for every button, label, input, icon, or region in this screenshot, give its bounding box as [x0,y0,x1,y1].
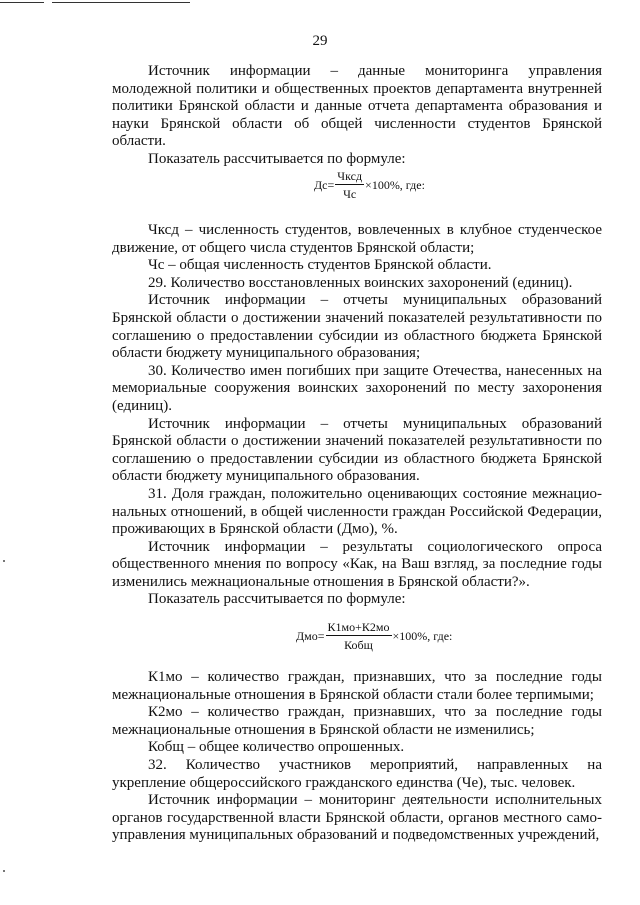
paragraph: Показатель рассчитывается по формуле: [148,150,406,167]
formula-numerator: Чксд [337,169,363,183]
formula-denominator: Кобщ [344,638,373,652]
paragraph: 29. Количество восстановленных воинских захоронений (единиц). [148,274,573,291]
scan-speck [3,560,5,562]
paragraph: Источник информации – мониторинг деятельности исполнительных органов государственной власти Брянской области, органов местного самоуправления муниципальных образований и подведомственных учреждений, [112,792,602,844]
formula-fraction [326,621,392,651]
paragraph: Кобщ – общее количество опрошенных. [148,739,405,756]
paragraph: 30. Количество имен погибших при защите Отечества, нанесенных на мемориальные сооружения воинских захоронений по месту захоронения (единиц). [112,362,602,414]
paragraph: Источник информации – результаты социологического опроса общественного мнения по вопросу «Как, на Ваш взгляд, за последние годы изменились межнациональные отношения в Брянской области?». [112,538,602,590]
paragraph: Чс – общая численность студентов Брянской области. [148,257,492,274]
text-block-intro [112,63,602,169]
paragraph: К2мо – количество граждан, признавших, что за последние годы межнациональные отношения в Брянской области не изменились; [112,704,602,738]
formula-lhs: Дмо= [296,629,325,643]
formula-denominator: Чс [343,187,357,201]
paragraph: Источник информации – отчеты муниципальных образований Брянской области о достижении значений показателей результативности по соглашению о предоставлении субсидии из областного бюджета Брянской области бюджету муниципального образования. [112,415,602,485]
text-block-definitions [112,669,602,845]
paragraph: Источник информации – отчеты муниципальных образований Брянской области о достижении значений показателей результативности по соглашению о предоставлении субсидии из областного бюджета Брянской области бюджету муниципального образования; [112,292,602,362]
formula-ds [314,170,425,200]
paragraph: Источник информации – данные мониторинга управления молодежной политики и общественных проектов департамента внутренней политики Брянской области и данные отчета департамента образования и науки Брянской области об общей численности студентов Брянской области. [112,63,602,150]
scan-edge-line [52,2,190,3]
paragraph: К1мо – количество граждан, признавших, что за последние годы межнациональные отношения в Брянской области стали более терпимыми; [112,669,602,703]
paragraph: 31. Доля граждан, положительно оценивающих состояние межнациональных отношений, в общей численности граждан Российской Федерации, проживающих в Брянской области (Дмо), %. [112,485,602,538]
text-block-main [112,222,602,609]
formula-numerator: К1мо+К2мо [327,620,390,634]
formula-dmo [296,621,452,651]
formula-lhs: Дс= [314,178,335,192]
paragraph: Показатель рассчитывается по формуле: [148,591,406,608]
formula-tail: ×100%, где: [392,629,453,643]
scan-edge-line [0,2,44,3]
formula-fraction [335,170,364,200]
paragraph: 32. Количество участников мероприятий, направленных на укрепление общероссийского гражданского единства (Че), тыс. человек. [112,756,602,791]
paragraph: Чксд – численность студентов, вовлеченных в клубное студенческое движение, от общего числа студентов Брянской области; [112,222,602,256]
scan-speck [3,870,5,872]
formula-tail: ×100%, где: [365,178,425,192]
page-number: 29 [312,33,328,49]
